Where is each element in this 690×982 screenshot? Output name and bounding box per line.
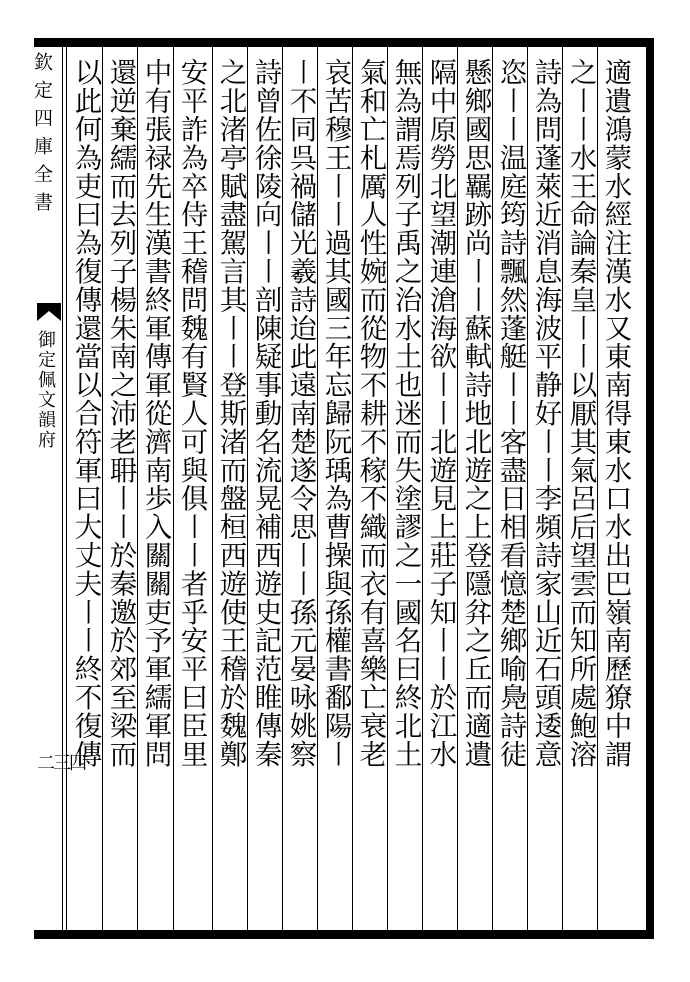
- column-rule: [457, 47, 458, 930]
- text-column-5: 懸鄉國思羈跡尚〡〡蘇軾詩地北遊之上登隱弅之丘而適遺: [459, 58, 492, 768]
- column-rule: [137, 47, 138, 930]
- column-rule: [247, 47, 248, 930]
- frame-top-border: [34, 38, 654, 47]
- column-rule: [422, 47, 423, 930]
- column-rule: [173, 47, 174, 930]
- margin-rule-inner: [66, 47, 67, 930]
- column-rule: [102, 47, 103, 930]
- fishtail-mark-icon: [35, 303, 63, 321]
- text-column-9: 哀苦穆王〡〡過其國三年忘歸阮瑀為曹操與孫權書鄱陽〡: [319, 58, 352, 768]
- text-column-8: 氣和亡札厲人性婉而從物不耕不稼不織而衣有喜樂亡衰老: [354, 58, 387, 768]
- text-column-3: 詩為問蓬萊近消息海波平静好〡〡李頻詩家山近石頭逶意: [529, 58, 562, 768]
- book-title: 欽定四庫全書: [31, 52, 53, 220]
- text-column-7: 無為謂焉列子禹之治水土也迷而失塗謬之一國名曰終北土: [389, 58, 422, 768]
- text-column-11: 詩曾佐徐陵向〡〡剖陳疑事動名流晃補西遊史記范睢傳秦: [249, 58, 282, 768]
- text-column-1: 適遺鴻蒙水經注漢水又東南得東水口水出巴嶺南歷獠中謂: [599, 58, 632, 768]
- text-column-14: 中有張禄先生漢書終軍傳軍從濟南歩入關關吏予軍繻軍問: [139, 58, 172, 768]
- text-column-15: 還逆棄繻而去列子楊朱南之沛老耼〡〡於秦邀於郊至梁而: [104, 58, 137, 768]
- column-rule: [562, 47, 563, 930]
- margin-rule: [62, 47, 63, 930]
- column-rule: [492, 47, 493, 930]
- column-rule: [387, 47, 388, 930]
- column-rule: [527, 47, 528, 930]
- column-rule: [317, 47, 318, 930]
- text-column-6: 隔中原勞北望潮連滄海欲〡〡北遊見上莊子知〡〡於江水: [424, 58, 457, 768]
- text-column-13: 安平詐為卒侍王稽問魏有賢人可與俱〡〡者乎安平曰臣里: [175, 58, 208, 768]
- text-column-2: 之〡〡水王命論秦皇〡〡以厭其氣呂后望雲而知所處鮑溶: [564, 58, 597, 768]
- text-column-4: 恣〡〡温庭筠詩飄然蓬艇〡〡客盡日相看憶楚鄉喻鳧詩徒: [494, 58, 527, 768]
- text-column-10: 〡不同呉禍儲光羲詩迨此遠南楚遂令思〡〡孫元晏咏姚察: [284, 58, 317, 768]
- frame-right-border: [646, 38, 654, 939]
- page-number: 二三四: [37, 753, 85, 774]
- column-rule: [282, 47, 283, 930]
- column-rule: [352, 47, 353, 930]
- column-rule: [212, 47, 213, 930]
- section-title: 御定佩文韻府: [35, 330, 56, 450]
- text-column-16: 以此何為吏曰為復傳還當以合符軍曰大丈夫〡〡終不復傳: [69, 58, 102, 768]
- frame-bottom-border: [34, 930, 654, 939]
- column-rule: [597, 47, 598, 930]
- text-column-12: 之北渚亭賦盡駕言其〡〡登斯渚而盤桓西遊使王稽於魏鄭: [214, 58, 247, 768]
